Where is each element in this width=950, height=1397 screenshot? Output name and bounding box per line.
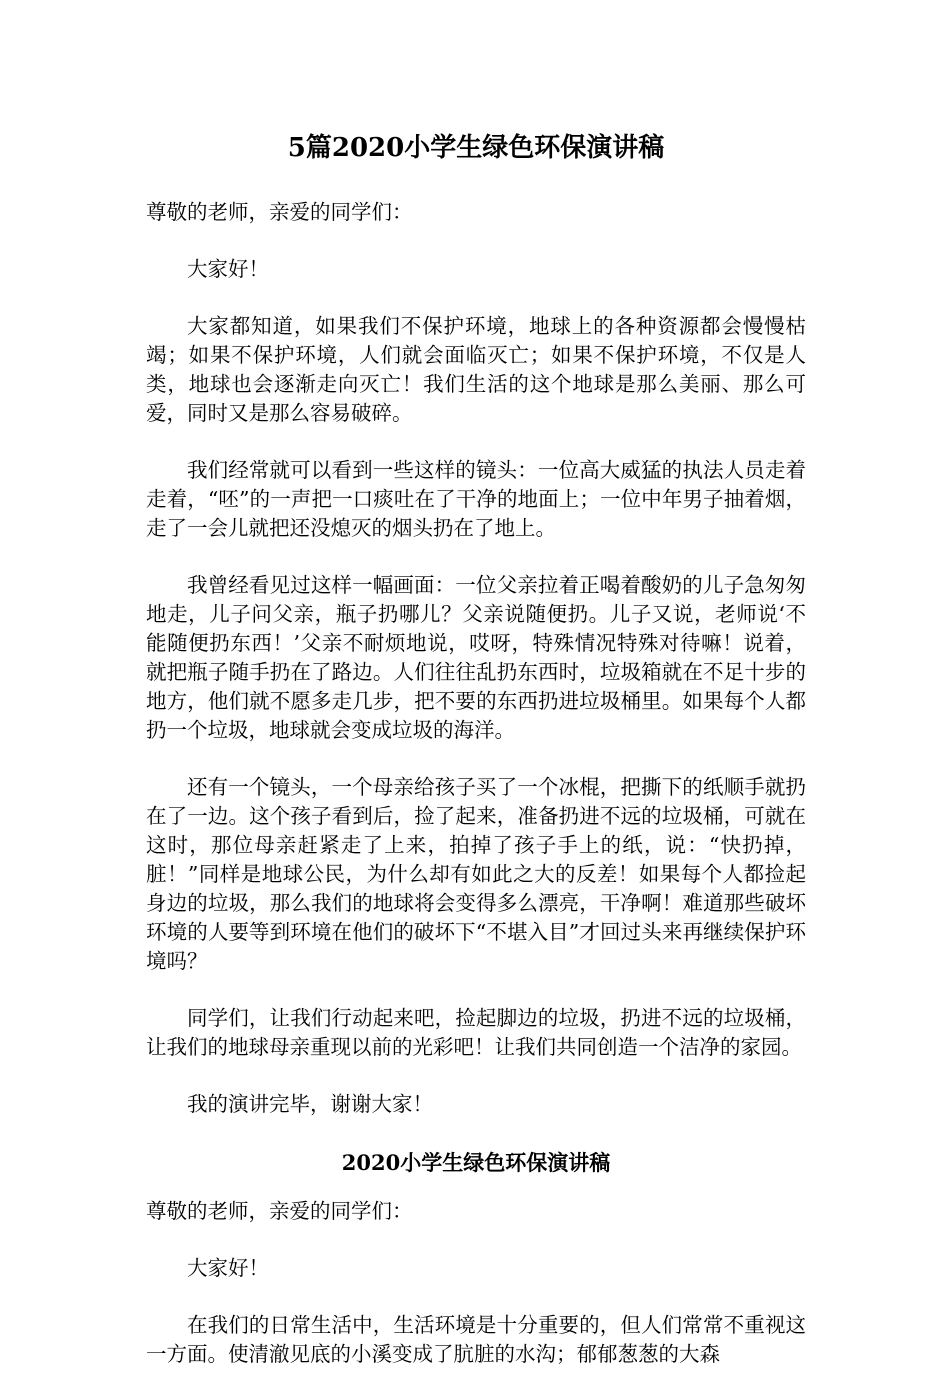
paragraph: 大家都知道，如果我们不保护环境，地球上的各种资源都会慢慢枯竭；如果不保护环境，人们就会面临灭亡；如果不保护环境，不仅是人类，地球也会逐渐走向灭亡！我们生活的这个地球是那么美丽、那么可爱，同时又是那么容易破碎。 — [146, 314, 806, 425]
paragraph: 在我们的日常生活中，生活环境是十分重要的，但人们常常不重视这一方面。使清澈见底的小溪变成了肮脏的水沟；郁郁葱葱的大森 — [146, 1313, 806, 1366]
salutation: 大家好！ — [187, 1256, 269, 1280]
greeting: 尊敬的老师，亲爱的同学们： — [146, 200, 413, 224]
document-title: 5篇2020小学生绿色环保演讲稿 — [287, 133, 665, 163]
greeting: 尊敬的老师，亲爱的同学们： — [146, 1199, 413, 1223]
salutation: 大家好！ — [187, 257, 269, 281]
closing-line: 我的演讲完毕，谢谢大家！ — [187, 1092, 433, 1116]
paragraph: 我们经常就可以看到一些这样的镜头：一位高大威猛的执法人员走着走着，“呸”的一声把一口痰吐在了干净的地面上；一位中年男子抽着烟，走了一会儿就把还没熄灭的烟头扔在了地上。 — [146, 458, 806, 540]
document-body — [146, 128, 806, 1397]
paragraph: 还有一个镜头，一个母亲给孩子买了一个冰棍，把撕下的纸顺手就扔在了一边。这个孩子看到后，捡了起来，准备扔进不远的垃圾桶，可就在这时，那位母亲赶紧走了上来，拍掉了孩子手上的纸，说：“快扔掉，脏！”同样是地球公民，为什么却有如此之大的反差！如果每个人都捡起身边的垃圾，那么我们的地球将会变得多么漂亮，干净啊！难道那些破坏环境的人要等到环境在他们的破坏下“不堪入目”才回过头来再继续保护环境吗？ — [146, 775, 806, 973]
paragraph: 同学们，让我们行动起来吧，捡起脚边的垃圾，扔进不远的垃圾桶，让我们的地球母亲重现以前的光彩吧！让我们共同创造一个洁净的家园。 — [146, 1006, 806, 1059]
section-title: 2020小学生绿色环保演讲稿 — [341, 1150, 611, 1175]
paragraph: 我曾经看见过这样一幅画面：一位父亲拉着正喝着酸奶的儿子急匆匆地走，儿子问父亲，瓶子扔哪儿？父亲说随便扔。儿子又说，老师说‘不能随便扔东西！’父亲不耐烦地说，哎呀，特殊情况特殊对待嘛！说着，就把瓶子随手扔在了路边。人们往往乱扔东西时，垃圾箱就在不足十步的地方，他们就不愿多走几步，把不要的东西扔进垃圾桶里。如果每个人都扔一个垃圾，地球就会变成垃圾的海洋。 — [146, 573, 806, 742]
